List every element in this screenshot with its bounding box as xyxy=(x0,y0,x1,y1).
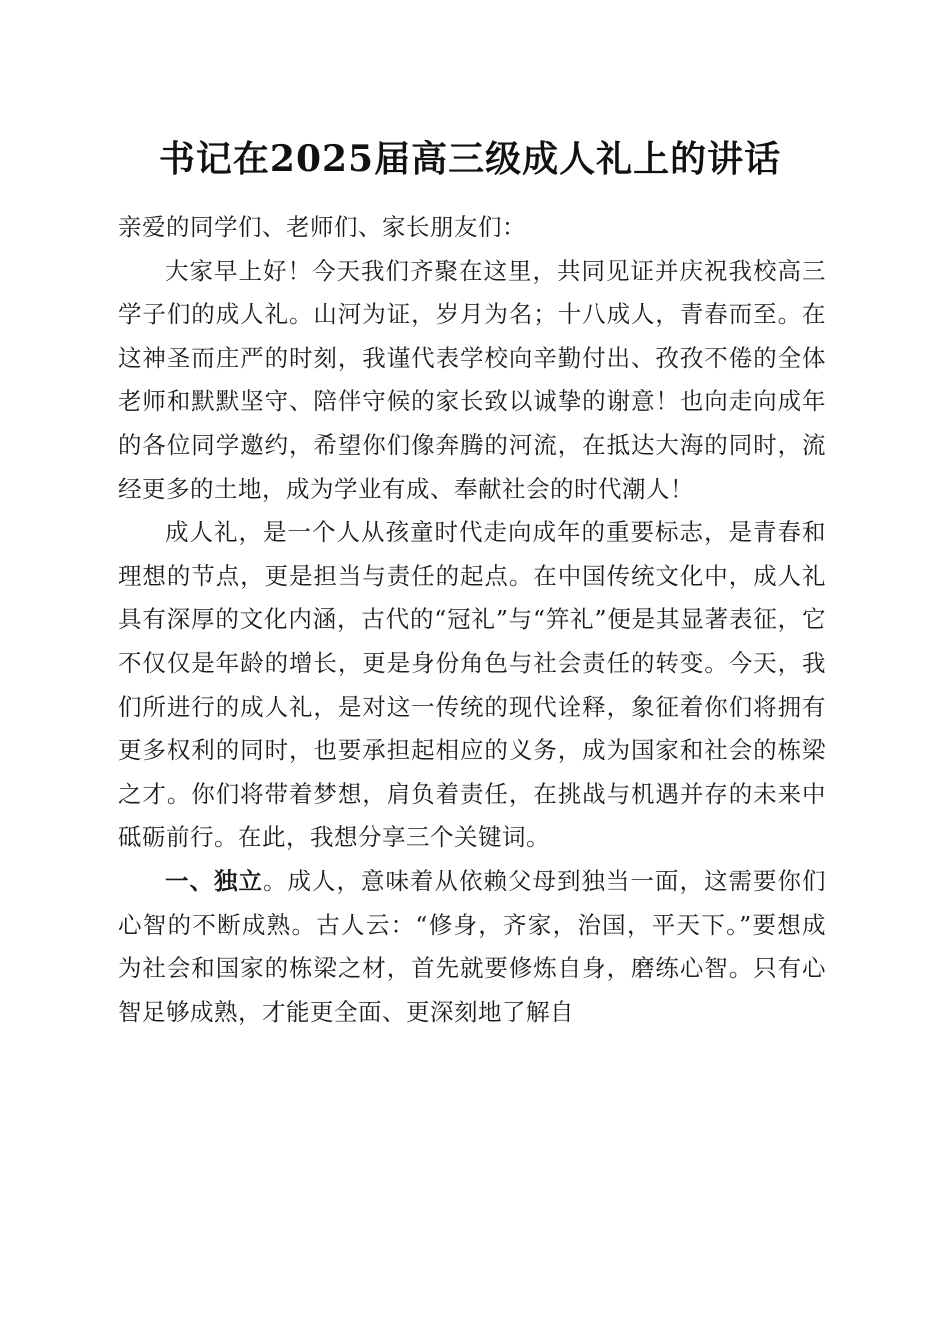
paragraph-independence xyxy=(118,860,826,1034)
keyword-heading: 一、独立 xyxy=(165,866,263,895)
paragraph-greeting xyxy=(118,250,826,512)
paragraph-text: 成人礼，是一个人从孩童时代走向成年的重要标志，是青春和理想的节点，更是担当与责任的起点。在中国传统文化中，成人礼具有深厚的文化内涵，古代的“冠礼”与“笄礼”便是其显著表征，它不仅仅是年龄的增长，更是身份角色与社会责任的转变。今天，我们所进行的成人礼，是对这一传统的现代诠释，象征着你们将拥有更多权利的同时，也要承担起相应的义务，成为国家和社会的栋梁之才。你们将带着梦想，肩负着责任，在挑战与机遇并存的未来中砥砺前行。在此，我想分享三个关键词。 xyxy=(118,518,826,852)
document-title: 书记在2025届高三级成人礼上的讲话 xyxy=(158,138,782,180)
paragraph-text: 大家早上好！今天我们齐聚在这里，共同见证并庆祝我校高三学子们的成人礼。山河为证，岁月为名；十八成人，青春而至。在这神圣而庄严的时刻，我谨代表学校向辛勤付出、孜孜不倦的全体老师和默默坚守、陪伴守候的家长致以诚挚的谢意！也向走向成年的各位同学邀约，希望你们像奔腾的河流，在抵达大海的同时，流经更多的土地，成为学业有成、奉献社会的时代潮人！ xyxy=(118,256,826,503)
paragraph-coming-of-age xyxy=(118,511,826,860)
paragraph-text: 。成人，意味着从依赖父母到独当一面，这需要你们心智的不断成熟。古人云：“修身，齐家，治国，平天下。”要想成为社会和国家的栋梁之材，首先就要修炼自身，磨练心智。只有心智足够成熟，才能更全面、更深刻地了解自 xyxy=(118,866,826,1026)
salutation: 亲爱的同学们、老师们、家长朋友们： xyxy=(118,213,526,241)
document-body xyxy=(118,206,826,1034)
